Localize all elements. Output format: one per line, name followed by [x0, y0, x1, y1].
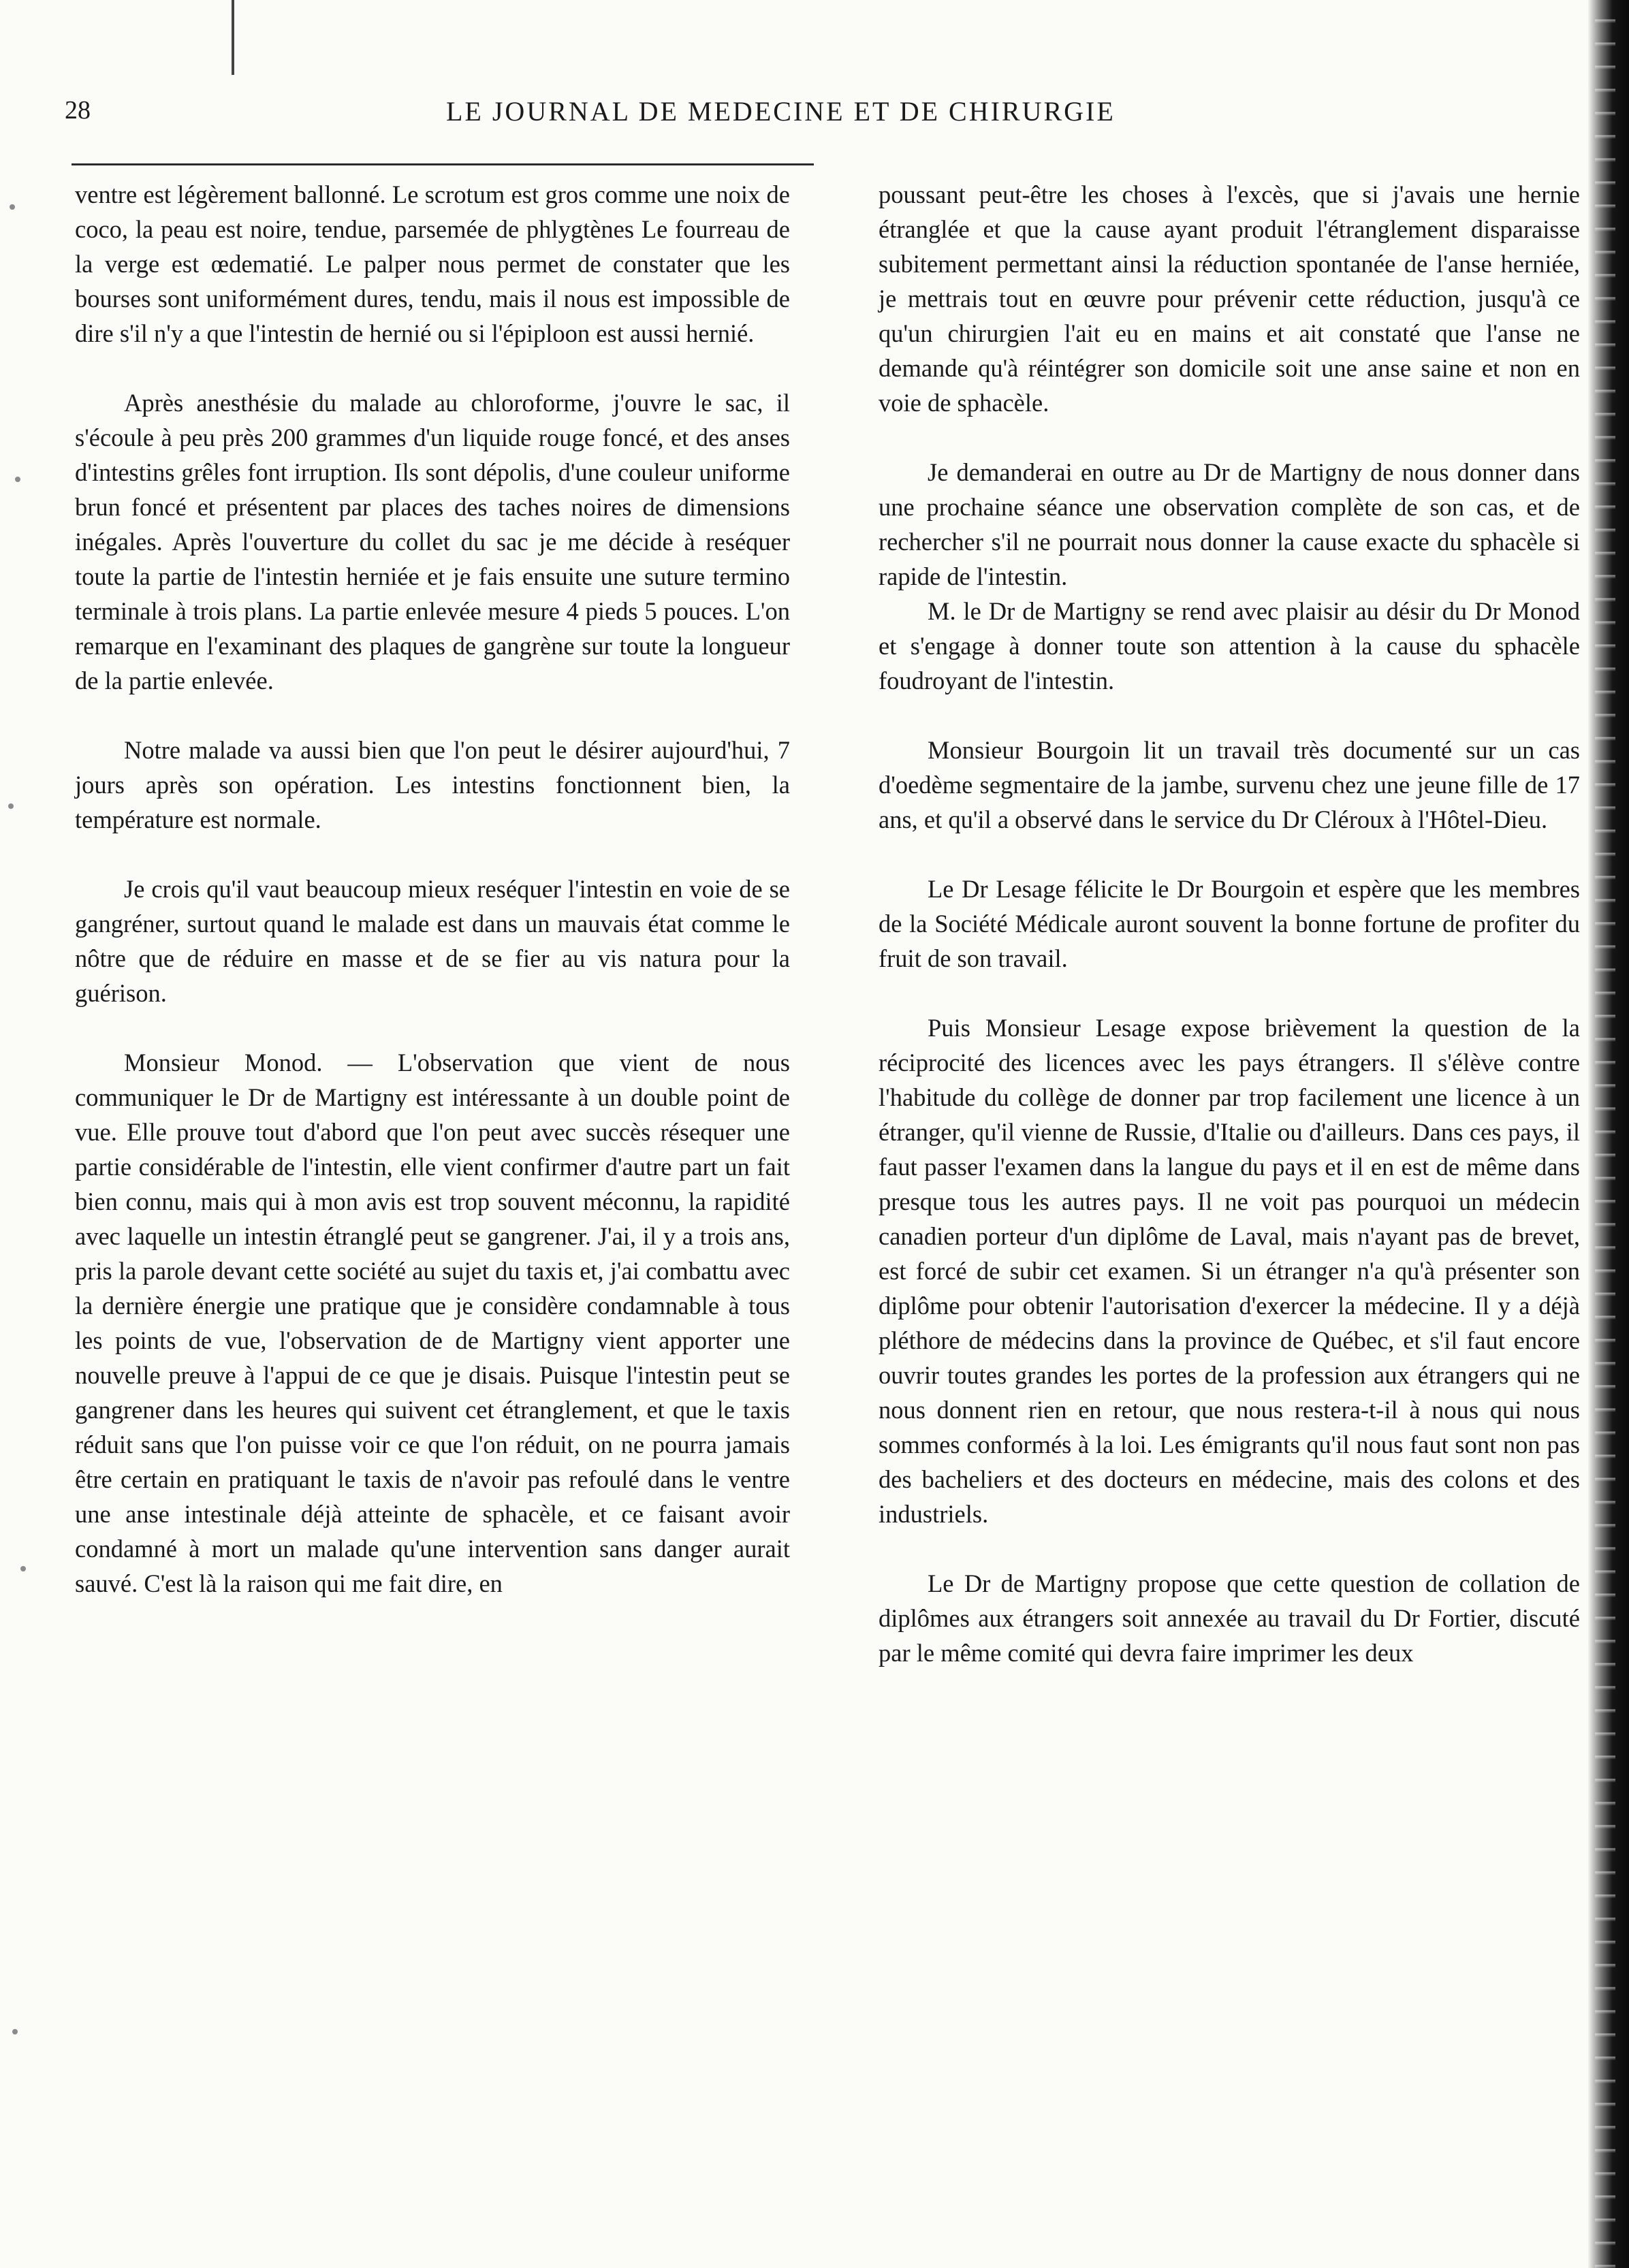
- paragraph: Puis Monsieur Lesage expose brièvement la question de la réciprocité des licences avec les pays étrangers. Il s'élève contre l'habitude du collège de donner par trop facilement une licence à un étranger, qu'il vienne de Russie, d'Italie ou d'ailleurs. Dans ces pays, il faut passer l'examen dans la langue du pays et il en est de même dans presque tous les autres pays. Il ne voit pas pourquoi un médecin canadien porteur d'un diplôme de Laval, mais n'ayant pas de brevet, est forcé de subir cet examen. Si un étranger n'a qu'à présenter son diplôme pour obtenir l'autorisation d'exercer la médecine. Il y a déjà pléthore de médecins dans la province de Québec, et s'il faut encore ouvrir toutes grandes les portes de la profession aux étrangers qui ne nous donnent rien en retour, que nous restera-t-il à nous qui nous sommes conformés à la loi. Les émigrants qu'il nous faut sont non pas des bacheliers et des docteurs en médecine, mais des colons et des industriels.: [879, 1014, 1580, 1528]
- right-column: [879, 177, 1580, 1670]
- paragraph: poussant peut-être les choses à l'excès, que si j'avais une hernie étranglée et que la cause ayant produit l'étranglement disparaisse subitement permettant ainsi la réduction spontanée de l'anse herniée, je mettrais tout en œuvre pour prévenir cette réduction, jusqu'à ce qu'un chirurgien l'ait eu en mains et ait constaté que l'anse ne demande qu'à réintégrer son domicile soit une anse saine et non en voie de sphacèle.: [879, 180, 1580, 417]
- running-title: LE JOURNAL DE MEDECINE ET DE CHIRURGIE: [446, 96, 1116, 127]
- paragraph: Monsieur Monod. — L'observation que vient de nous communiquer le Dr de Martigny est intéressante à un double point de vue. Elle prouve tout d'abord que l'on peut avec succès résequer une partie considérable de l'intestin, elle vient confirmer d'autre part un fait bien connu, mais qui à mon avis est trop souvent méconnu, la rapidité avec laquelle un intestin étranglé peut se gangrener. J'ai, il y a trois ans, pris la parole devant cette société au sujet du taxis et, j'ai combattu avec la dernière énergie une pratique que je considère condamnable à tous les points de vue, l'observation de de Martigny vient apporter une nouvelle preuve à l'appui de ce que je disais. Puisque l'intestin peut se gangrener dans les heures qui suivent cet étranglement, et que le taxis réduit sans que l'on puisse voir ce que l'on réduit, on ne pourra jamais être certain en pratiquant le taxis de n'avoir pas refoulé dans le ventre une anse intestinale déjà atteinte de sphacèle, et ce faisant avoir condamné à mort un malade qu'une intervention sans danger aurait sauvé. C'est là la raison qui me fait dire, en: [75, 1049, 790, 1597]
- paragraph: Notre malade va aussi bien que l'on peut le désirer aujourd'hui, 7 jours après son opération. Les intestins fonctionnent bien, la température est normale.: [75, 736, 790, 833]
- margin-mark: [15, 477, 20, 482]
- margin-mark: [20, 1566, 26, 1571]
- scan-smudge: [232, 0, 234, 75]
- paragraph: Après anesthésie du malade au chloroforme, j'ouvre le sac, il s'écoule à peu près 200 grammes d'un liquide rouge foncé, et des anses d'intestins grêles font irruption. Ils sont dépolis, d'une couleur uniforme brun foncé et présentent par places des taches noires de dimensions inégales. Après l'ouverture du collet du sac je me décide à reséquer toute la partie de l'intestin herniée et je fais ensuite une suture termino terminale à trois plans. La partie enlevée mesure 4 pieds 5 pouces. L'on remarque en l'examinant des plaques de gangrène sur toute la longueur de la partie enlevée.: [75, 389, 790, 694]
- header-rule: [72, 163, 814, 165]
- left-column: [75, 177, 790, 1601]
- paragraph: Monsieur Bourgoin lit un travail très documenté sur un cas d'oedème segmentaire de la jambe, survenu chez une jeune fille de 17 ans, et qu'il a observé dans le service du Dr Cléroux à l'Hôtel-Dieu.: [879, 736, 1580, 833]
- paragraph: M. le Dr de Martigny se rend avec plaisir au désir du Dr Monod et s'engage à donner toute son attention à la cause du sphacèle foudroyant de l'intestin.: [879, 597, 1580, 694]
- paragraph: ventre est légèrement ballonné. Le scrotum est gros comme une noix de coco, la peau est noire, tendue, parsemée de phlygtènes Le fourreau de la verge est œdematié. Le palper nous permet de constater que les bourses sont uniformément dures, tendu, mais il nous est impossible de dire s'il n'y a que l'intestin de hernié ou si l'épiploon est aussi hernié.: [75, 180, 790, 347]
- paragraph: Je crois qu'il vaut beaucoup mieux reséquer l'intestin en voie de se gangréner, surtout quand le malade est dans un mauvais état comme le nôtre que de réduire en masse et de se fier au vis natura pour la guérison.: [75, 875, 790, 1007]
- margin-mark: [12, 2029, 18, 2034]
- margin-mark: [8, 803, 14, 809]
- binding-edge-shadow: [1588, 0, 1629, 2268]
- paragraph: Le Dr de Martigny propose que cette question de collation de diplômes aux étrangers soit annexée au travail du Dr Fortier, discuté par le même comité qui devra faire imprimer les deux: [879, 1569, 1580, 1667]
- binding-specks: [1595, 0, 1615, 2268]
- paragraph: Je demanderai en outre au Dr de Martigny de nous donner dans une prochaine séance une observation complète de son cas, et de rechercher s'il ne pourrait nous donner la cause exacte du sphacèle si rapide de l'intestin.: [879, 458, 1580, 590]
- paragraph: Le Dr Lesage félicite le Dr Bourgoin et espère que les membres de la Société Médicale auront souvent la bonne fortune de profiter du fruit de son travail.: [879, 875, 1580, 972]
- page-header: [65, 95, 1583, 136]
- page-number: 28: [65, 96, 91, 125]
- margin-mark: [10, 204, 15, 210]
